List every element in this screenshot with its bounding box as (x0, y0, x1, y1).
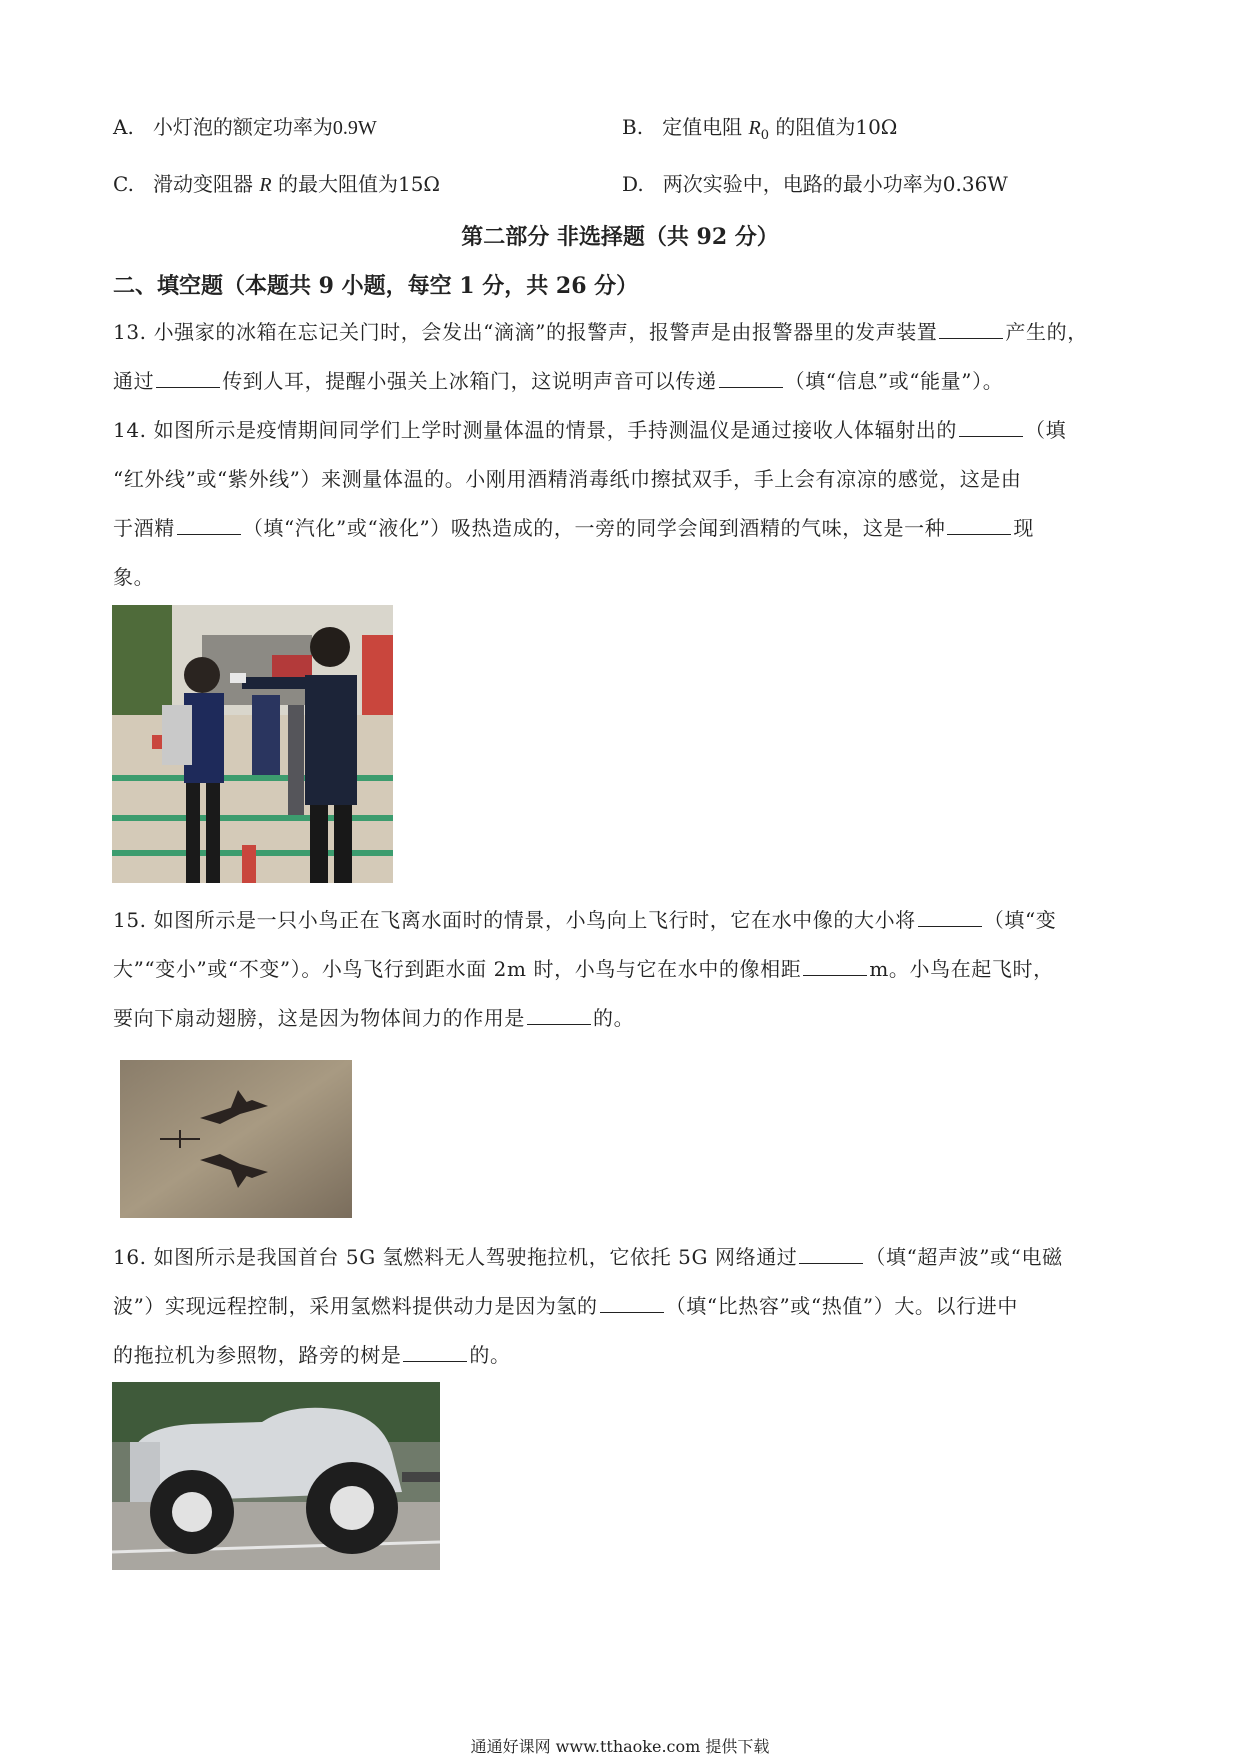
q14-blank-1 (959, 418, 1023, 437)
section2-title: 二、填空题（本题共 9 小题，每空 1 分，共 26 分） (113, 273, 639, 299)
q15-text-3: 大”“变小”或“不变”）。小鸟飞行到距水面 2m 时，小鸟与它在水中的像相距 (113, 957, 802, 981)
q14-text-2: （填 (1024, 418, 1067, 442)
q15-blank-2 (803, 957, 867, 976)
temperature-check-photo (112, 605, 393, 883)
tractor-photo (112, 1382, 440, 1570)
option-c-text-post: 的最大阻值为 (271, 172, 398, 196)
q15-text-2: （填“变 (983, 908, 1057, 932)
q15-text-1: 15. 如图所示是一只小鸟正在飞离水面时的情景，小鸟向上飞行时，它在水中像的大小将 (113, 908, 916, 932)
option-a-label: A. (113, 115, 134, 139)
option-c-label: C. (113, 172, 134, 196)
q13-text-1: 13. 小强家的冰箱在忘记关门时，会发出“滴滴”的报警声，报警声是由报警器里的发声装置 (113, 320, 938, 344)
q14-blank-2 (177, 516, 241, 535)
q14-blank-3 (947, 516, 1011, 535)
option-c-symbol: R (259, 174, 272, 196)
q15-blank-3 (527, 1006, 591, 1025)
q13-line2 (113, 367, 1003, 395)
q13-text-3: 通过 (113, 369, 155, 393)
option-c-text-pre: 滑动变阻器 (153, 172, 260, 196)
q15-text-5: 要向下扇动翅膀，这是因为物体间力的作用是 (113, 1006, 525, 1030)
q13-blank-1 (939, 320, 1003, 339)
q16-text-4: （填“比热容”或“热值”）大。以行进中 (665, 1294, 1018, 1318)
q14-text-3: 于酒精 (113, 516, 175, 540)
q16-line3 (113, 1341, 511, 1369)
option-b-text-pre: 定值电阻 (662, 115, 749, 139)
q16-text-3: 波”）实现远程控制，采用氢燃料提供动力是因为氢的 (113, 1294, 598, 1318)
q16-text-6: 的。 (469, 1343, 511, 1367)
q13-blank-2 (156, 369, 220, 388)
q14-text-1: 14. 如图所示是疫情期间同学们上学时测量体温的情景，手持测温仪是通过接收人体辐射出的 (113, 418, 957, 442)
part2-title: 第二部分 非选择题（共 92 分） (461, 224, 779, 250)
option-b-value: 10Ω (855, 115, 898, 139)
q15-line2 (113, 955, 1054, 983)
q14-text-4: （填“汽化”或“液化”）吸热造成的，一旁的同学会闻到酒精的气味，这是一种 (242, 516, 946, 540)
option-a-value: 0.9W (332, 117, 377, 139)
q16-line2 (113, 1292, 1018, 1320)
q14-line4: 象。 (113, 565, 155, 589)
option-a-text: 小灯泡的额定功率为 (152, 115, 333, 139)
q16-blank-3 (403, 1343, 467, 1362)
q13-text-5: （填“信息”或“能量”）。 (784, 369, 1004, 393)
q15-text-4: m。小鸟在起飞时， (869, 957, 1054, 981)
q13-line1 (113, 318, 1088, 346)
option-a (113, 113, 377, 142)
option-d (622, 170, 1008, 198)
q15-line3 (113, 1004, 634, 1032)
option-c (113, 170, 440, 199)
q15-blank-1 (918, 908, 982, 927)
q16-text-5: 的拖拉机为参照物，路旁的树是 (113, 1343, 402, 1367)
q14-line1 (113, 416, 1066, 444)
q15-line1 (113, 906, 1056, 934)
q13-text-4: 传到人耳，提醒小强关上冰箱门，这说明声音可以传递 (222, 369, 717, 393)
q13-blank-3 (719, 369, 783, 388)
q16-blank-2 (600, 1294, 664, 1313)
option-b (622, 113, 897, 150)
footer-source: 通通好课网 www.tthaoke.com 提供下载 (470, 1737, 770, 1756)
q14-text-5: 现 (1013, 516, 1034, 540)
option-b-subscript: 0 (760, 128, 769, 143)
q13-text-2: 产生的， (1005, 320, 1088, 344)
option-d-value: 0.36W (942, 172, 1008, 196)
option-b-symbol: R (748, 117, 761, 139)
q16-blank-1 (799, 1245, 863, 1264)
bird-reflection-photo (120, 1060, 352, 1218)
q14-line2: “红外线”或“紫外线”）来测量体温的。小刚用酒精消毒纸巾擦拭双手，手上会有凉凉的感觉，这是由 (113, 467, 1022, 491)
option-c-value: 15Ω (397, 172, 440, 196)
option-b-text-post: 的阻值为 (769, 115, 856, 139)
q15-text-6: 的。 (593, 1006, 635, 1030)
option-b-label: B. (622, 115, 644, 139)
option-d-text: 两次实验中，电路的最小功率为 (662, 172, 943, 196)
option-d-label: D. (622, 172, 644, 196)
q16-text-1: 16. 如图所示是我国首台 5G 氢燃料无人驾驶拖拉机，它依托 5G 网络通过 (113, 1245, 798, 1269)
q14-line3 (113, 514, 1034, 542)
q16-line1 (113, 1243, 1063, 1271)
q16-text-2: （填“超声波”或“电磁 (865, 1245, 1063, 1269)
